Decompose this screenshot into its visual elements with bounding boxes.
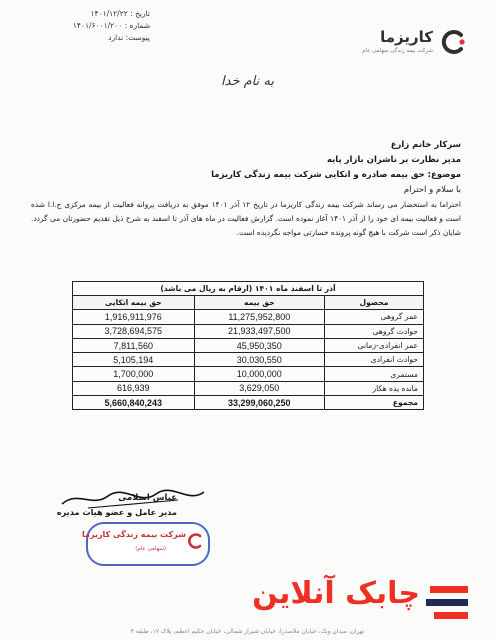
product-cell: عمر انفرادی-زمانی <box>325 338 424 352</box>
premium-table <box>72 281 424 410</box>
table-total-row <box>73 396 424 410</box>
header-product: محصول <box>325 296 424 310</box>
table-caption-row <box>73 282 424 296</box>
company-stamp <box>82 522 210 566</box>
total-premium-cell: 33,299,060,250 <box>194 396 324 410</box>
logo-brand-text: کاریزما <box>380 28 433 46</box>
recipient-name: سرکار خانم زارع <box>390 140 461 150</box>
attachment-label: پیوست: <box>125 33 150 42</box>
table-row <box>73 310 424 324</box>
product-cell: عمر گروهی <box>325 310 424 324</box>
number-row <box>30 20 150 32</box>
letter-meta <box>30 8 150 44</box>
product-cell: مانده یده هکار <box>325 381 424 395</box>
subject-label: موضوع: <box>427 170 461 180</box>
premium-cell: 21,933,497,500 <box>194 324 324 338</box>
stamp-subtext: (سهامی عام) <box>135 546 166 552</box>
logo-subtitle: شرکت بیمه زندگی سهامی عام <box>362 48 433 54</box>
header-reinsurance: حق بیمه اتکایی <box>73 296 195 310</box>
signatory-name: عباس اسلامی <box>118 493 177 503</box>
product-cell: مستمری <box>325 367 424 381</box>
date-label: تاریخ : <box>130 9 150 18</box>
premium-cell: 11,275,952,800 <box>194 310 324 324</box>
table-header-row <box>73 296 424 310</box>
reinsurance-cell: 5,105,194 <box>73 353 195 367</box>
reinsurance-cell: 616,939 <box>73 381 195 395</box>
table-row <box>73 367 424 381</box>
date-row <box>30 8 150 20</box>
watermark-bars-icon <box>426 586 470 620</box>
product-cell: حوادث انفرادی <box>325 353 424 367</box>
product-cell: حوادث گروهی <box>325 324 424 338</box>
table-row <box>73 324 424 338</box>
premium-cell: 30,030,550 <box>194 353 324 367</box>
signatory-title: مدیر عامل و عضو هیات مدیره <box>56 507 177 517</box>
company-logo <box>337 26 467 60</box>
number-value: ۱۴۰۱/۶۰۰۱/۲۰۰ <box>72 21 123 30</box>
attachment-row <box>30 32 150 44</box>
header-premium: حق بیمه <box>194 296 324 310</box>
footer-address: تهران، میدان ونک، خیابان ملاصدرا، خیابان شیراز شمالی، خیابان حکیم اعظم، پلاک ۱۷، طبقه ۳ <box>130 628 365 635</box>
table-row <box>73 353 424 367</box>
date-value: ۱۴۰۱/۱۲/۲۲ <box>90 9 128 18</box>
recipient-title: مدیر نظارت بر ناشران بازار پایه <box>326 155 461 165</box>
reinsurance-cell: 7,811,560 <box>73 338 195 352</box>
number-label: شماره : <box>124 21 150 30</box>
table-row <box>73 381 424 395</box>
subject-line <box>41 168 461 183</box>
reinsurance-cell: 1,916,911,976 <box>73 310 195 324</box>
reinsurance-cell: 3,728,694,575 <box>73 324 195 338</box>
watermark-text: چابک آنلاین <box>252 576 420 611</box>
body-paragraph: احتراما به استحضار می رساند شرکت بیمه زندگی کاریزما در تاریخ ۱۲ آذر ۱۴۰۱ موفق به دریافت پروانه فعالیت از بیمه مرکزی ج.ا.ا شده است و فعالیت بیمه ای خود را از آذر ۱۴۰۱ آغاز نموده است. گزارش فعالیت در ماه های آذر تا اسفند به شرح ذیل تقدیم حضورتان می گردد. شایان ذکر است شرکت با هیچ گونه پرونده خسارتی مواجه نگردیده است. <box>31 200 461 237</box>
subject-text: حق بیمه صادره و اتکایی شرکت بیمه زندگی کاریزما <box>211 170 425 180</box>
stamp-logo-icon <box>186 532 204 550</box>
premium-cell: 45,950,350 <box>194 338 324 352</box>
basmala: به نام خدا <box>221 74 274 89</box>
watermark-logo <box>250 574 470 624</box>
total-reinsurance-cell: 5,660,840,243 <box>73 396 195 410</box>
stamp-text: شرکت بیمه زندگی کاریزما <box>82 530 186 539</box>
premium-cell: 3,629,050 <box>194 381 324 395</box>
premium-cell: 10,000,000 <box>194 367 324 381</box>
logo-arc-icon <box>439 28 467 56</box>
table-row <box>73 338 424 352</box>
table-caption: آذر تا اسفند ماه ۱۴۰۱ (ارقام به ریال می باشد) <box>73 282 424 296</box>
reinsurance-cell: 1,700,000 <box>73 367 195 381</box>
attachment-value: ندارد <box>108 33 124 42</box>
address-block <box>41 138 461 198</box>
total-label-cell: مجموع <box>325 396 424 410</box>
greeting: با سلام و احترام <box>403 185 461 195</box>
